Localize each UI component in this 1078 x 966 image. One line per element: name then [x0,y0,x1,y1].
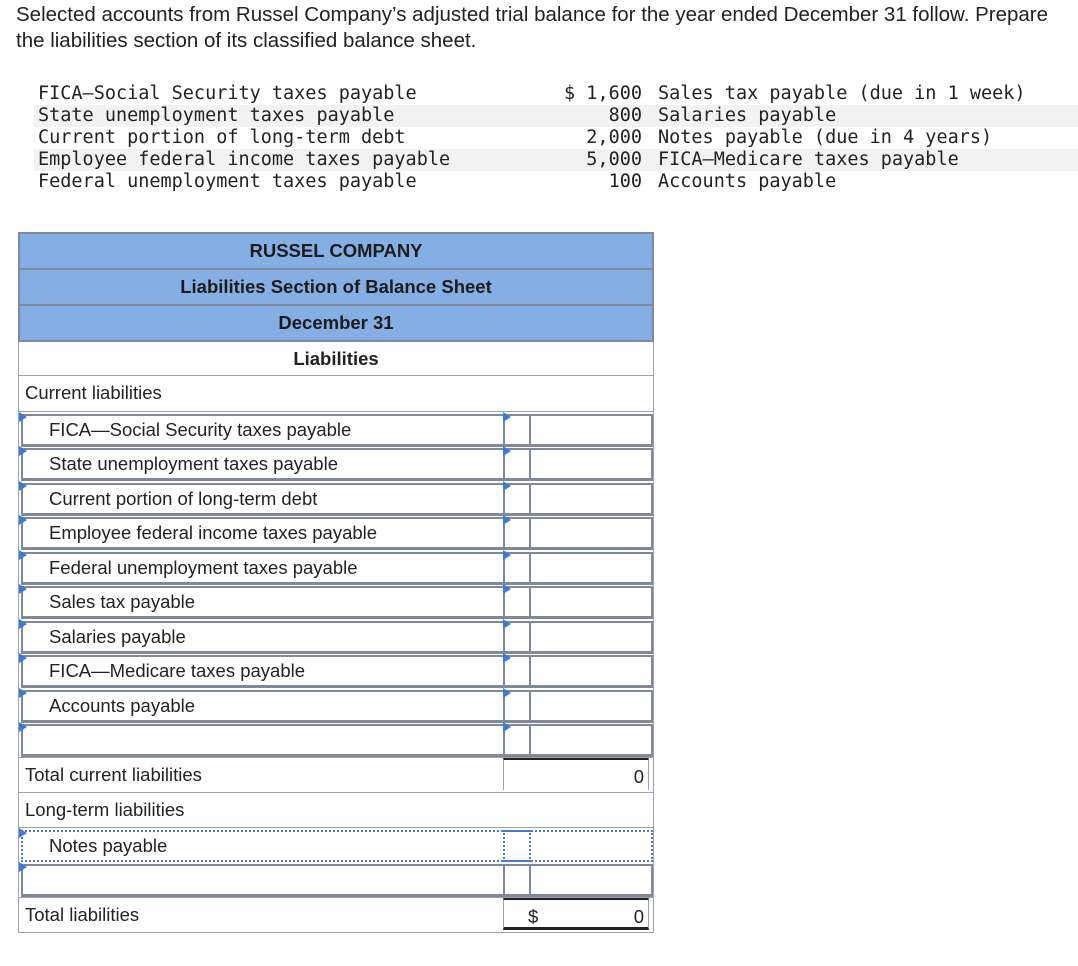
liability-row [18,550,654,585]
liability-name-input[interactable]: Sales tax payable [21,586,531,619]
dropdown-marker-icon [19,412,27,422]
account-name: Accounts payable [658,171,837,192]
dropdown-marker-icon [19,722,27,732]
liability-name-input[interactable]: Notes payable [21,830,531,862]
liability-row [18,653,654,688]
dropdown-marker-icon [503,446,511,456]
dropdown-marker-icon [503,653,511,663]
liability-name-input[interactable]: Salaries payable [21,621,531,654]
liability-name-input[interactable]: State unemployment taxes payable [21,448,531,481]
dropdown-marker-icon [19,653,27,663]
liability-amount-input[interactable] [503,517,653,550]
dropdown-marker-icon [19,481,27,491]
account-name: Sales tax payable (due in 1 week) [658,83,1026,104]
dropdown-marker-icon [19,446,27,456]
account-row [38,105,1078,127]
total-current-liabilities-row [18,757,654,793]
liability-row [18,722,654,757]
liability-name-input[interactable]: Federal unemployment taxes payable [21,552,531,585]
liability-name-input[interactable]: Accounts payable [21,690,531,723]
account-row [38,127,1078,149]
liability-name-input[interactable] [21,724,531,757]
account-amount: $ 1,600 [564,83,642,104]
account-name: FICA—Social Security taxes payable [38,83,417,104]
company-name: RUSSEL COMPANY [18,232,654,268]
dropdown-marker-icon [19,688,27,698]
account-row [38,149,1078,171]
total-liabilities-row [18,897,654,933]
sheet-title: Liabilities Section of Balance Sheet [18,268,654,304]
liability-row [18,862,654,897]
liability-amount-input[interactable] [503,864,653,897]
liability-name-input[interactable]: FICA—Social Security taxes payable [21,414,531,447]
account-amount: 2,000 [586,127,642,148]
dropdown-marker-icon [19,862,27,872]
liability-name-input[interactable]: Employee federal income taxes payable [21,517,531,550]
liability-row [18,584,654,619]
account-amount: 800 [608,105,642,126]
dropdown-marker-icon [503,515,511,525]
liability-row [18,412,654,447]
liability-name-input[interactable] [21,864,531,897]
liability-row [18,688,654,723]
dropdown-marker-icon [503,550,511,560]
liability-amount-input[interactable] [503,655,653,688]
dropdown-marker-icon [503,722,511,732]
account-name: Current portion of long-term debt [38,127,406,148]
account-name: Notes payable (due in 4 years) [658,127,993,148]
account-name: Salaries payable [658,105,837,126]
dropdown-marker-icon [503,619,511,629]
account-row [38,171,1078,193]
liability-amount-input[interactable] [503,830,653,862]
currency-symbol: $ [528,905,539,927]
liability-amount-input[interactable] [503,448,653,481]
liability-amount-input[interactable] [503,724,653,757]
liability-amount-input[interactable] [503,586,653,619]
account-row [38,83,1078,105]
instructions-text: Selected accounts from Russel Company’s adjusted trial balance for the year ended December 31 follow. Prepare the liabilities section of its classified balance sheet. [16,3,1049,52]
dropdown-marker-icon [19,619,27,629]
total-current-liabilities-value: 0 [503,758,649,790]
total-liabilities-cell [503,898,649,930]
liability-amount-input[interactable] [503,483,653,516]
long-term-liabilities-heading: Long-term liabilities [25,798,185,820]
dropdown-marker-icon [19,550,27,560]
account-amount: 100 [608,171,642,192]
dropdown-marker-icon [503,412,511,422]
dropdown-marker-icon [19,584,27,594]
liability-row [18,481,654,516]
account-name: Employee federal income taxes payable [38,149,451,170]
dropdown-marker-icon [503,481,511,491]
liability-row [18,515,654,550]
liability-name-input[interactable]: FICA—Medicare taxes payable [21,655,531,688]
dropdown-marker-icon [19,515,27,525]
account-list [38,83,1078,193]
account-amount: 5,000 [586,149,642,170]
liability-amount-input[interactable] [503,690,653,723]
liability-row [18,446,654,481]
total-liabilities-value: 0 [633,905,644,927]
account-name: State unemployment taxes payable [38,105,395,126]
account-name: Federal unemployment taxes payable [38,171,417,192]
total-current-liabilities-label: Total current liabilities [25,763,202,785]
dropdown-marker-icon [503,584,511,594]
sheet-date: December 31 [18,304,654,342]
balance-sheet-form [18,232,654,933]
section-heading: Liabilities [18,342,654,376]
liability-amount-input[interactable] [503,552,653,585]
liability-row [18,619,654,654]
long-term-heading-row [18,793,654,828]
current-liabilities-heading-row [18,376,654,412]
total-liabilities-label: Total liabilities [25,903,140,925]
dropdown-marker-icon [503,688,511,698]
account-name: FICA—Medicare taxes payable [658,149,959,170]
liability-amount-input[interactable] [503,621,653,654]
liability-row [18,828,654,863]
dropdown-marker-icon [19,828,27,838]
current-liabilities-heading: Current liabilities [25,382,162,403]
liability-name-input[interactable]: Current portion of long-term debt [21,483,531,516]
liability-amount-input[interactable] [503,414,653,447]
